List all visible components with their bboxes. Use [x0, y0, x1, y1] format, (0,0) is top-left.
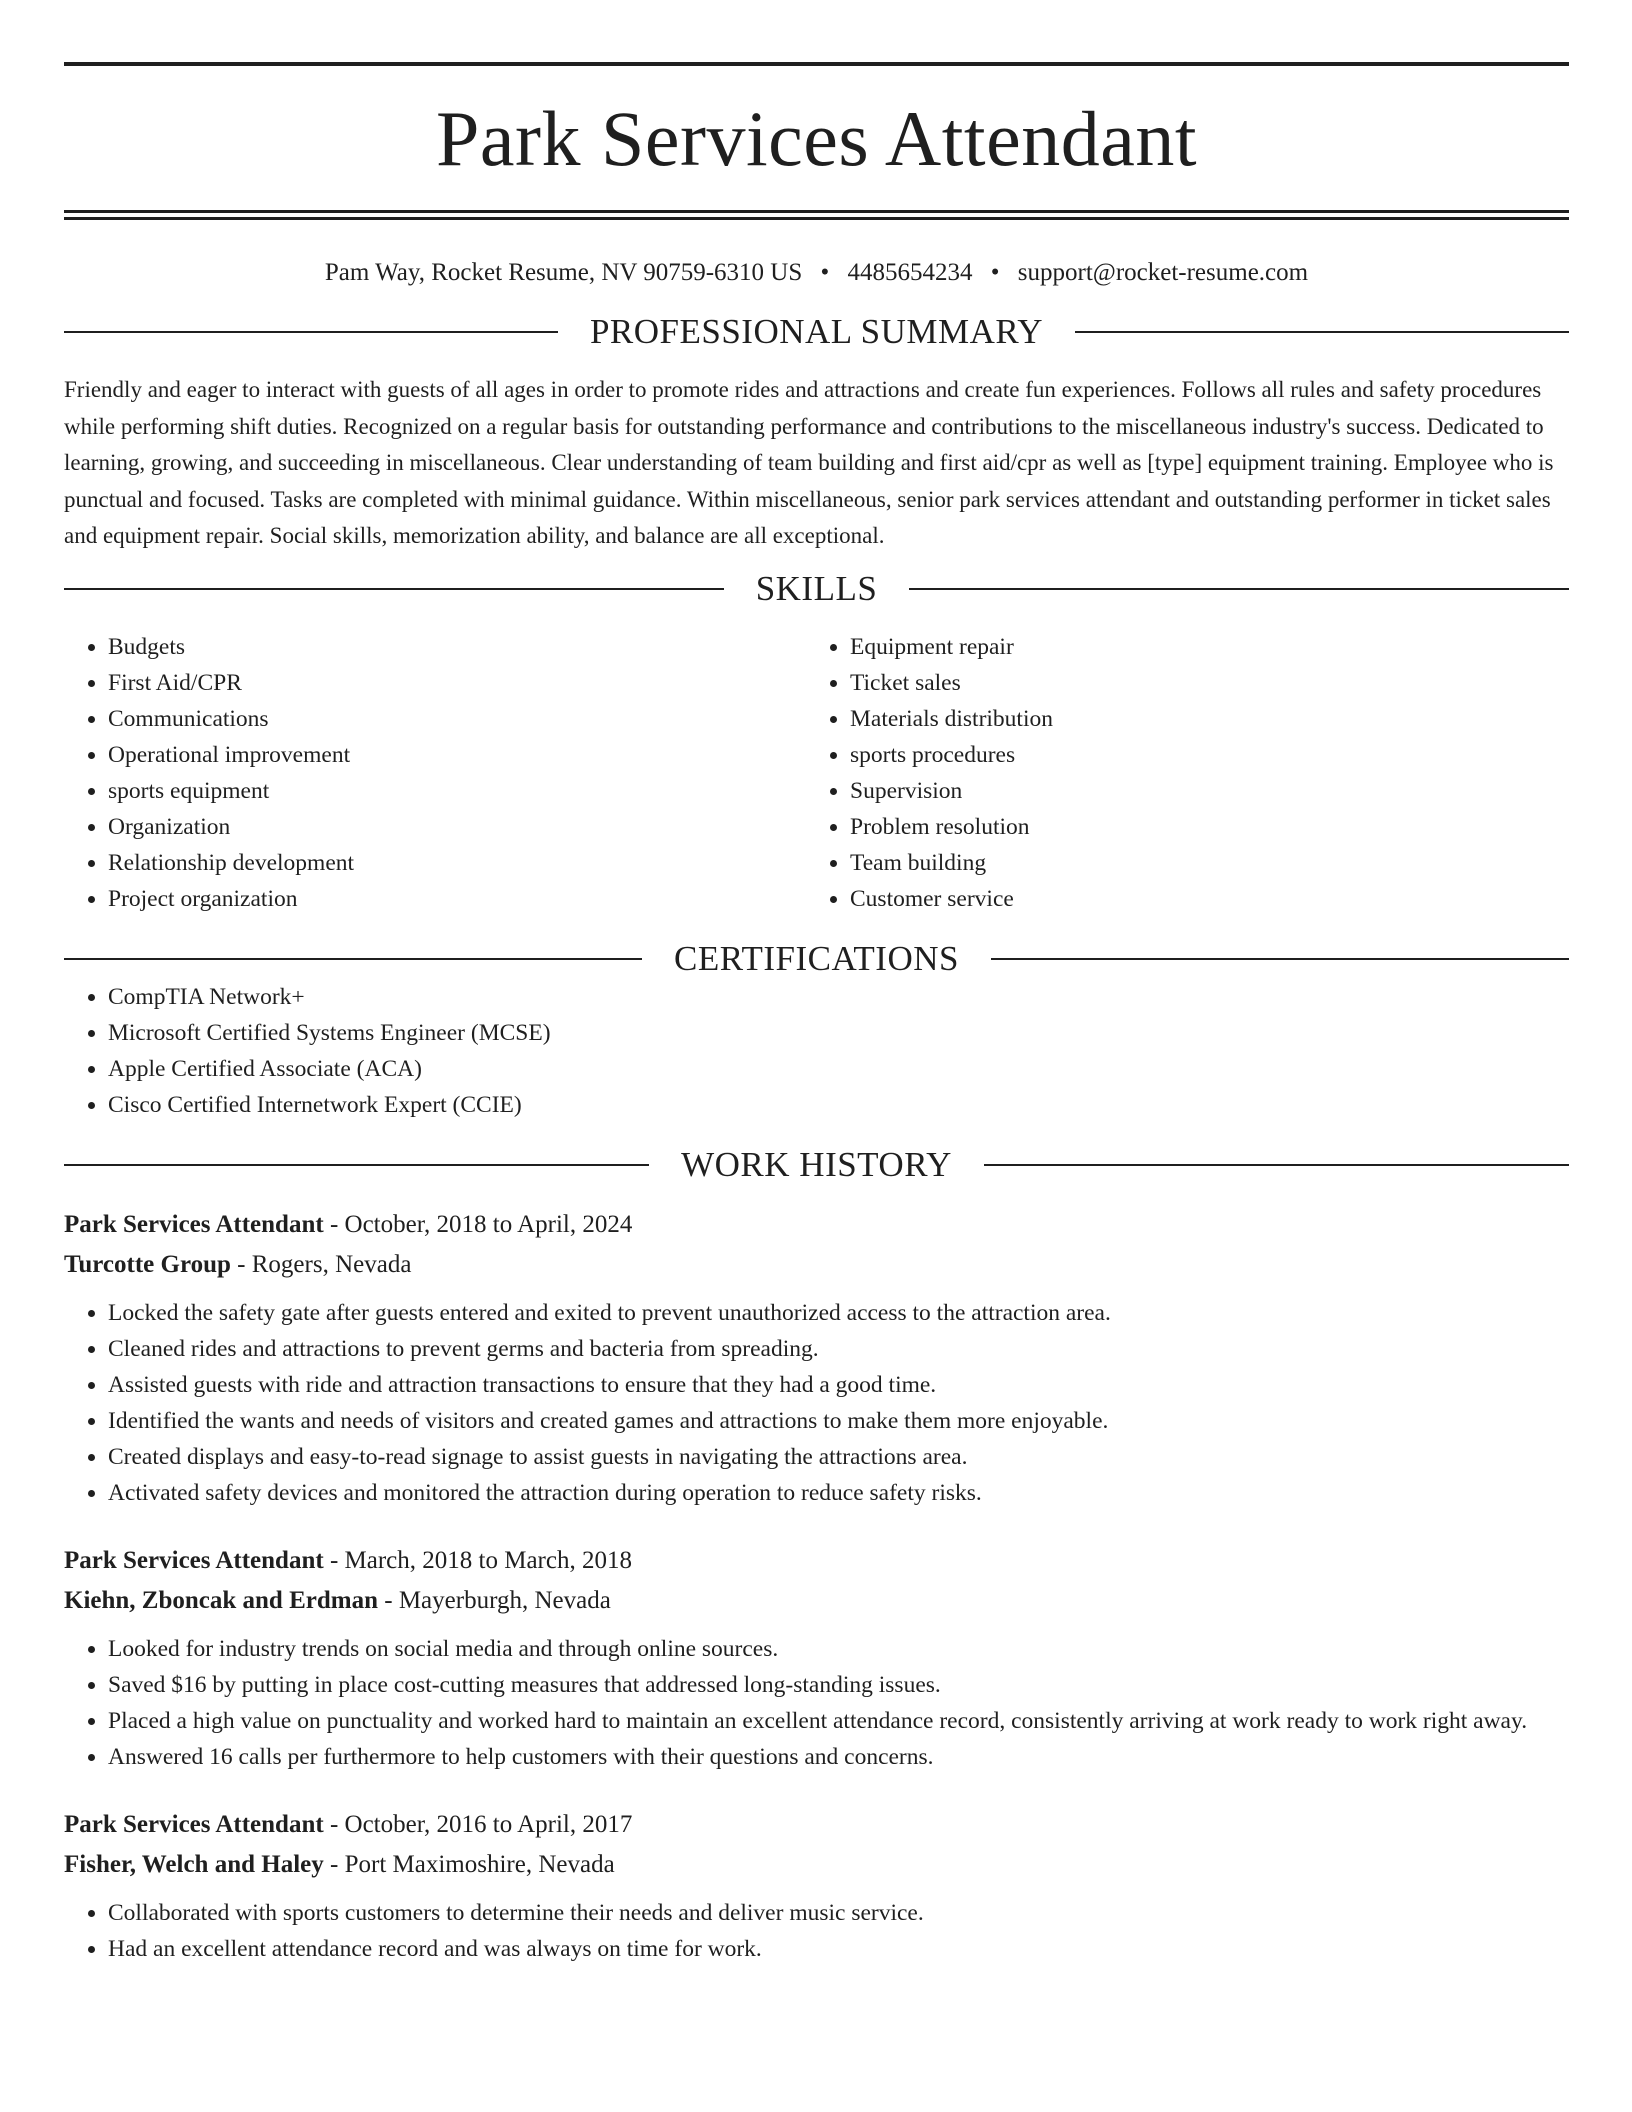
skill-item: • Project organization: [108, 881, 806, 917]
job-company: Fisher, Welch and Haley: [64, 1850, 324, 1878]
work-history: [64, 1205, 1569, 1967]
phone: 4485654234: [847, 259, 973, 286]
skill-item: • Problem resolution: [850, 809, 1548, 845]
certification-item: • Microsoft Certified Systems Engineer (MCSE): [108, 1015, 1569, 1051]
resume-name: Park Services Attendant: [436, 95, 1197, 182]
divider: [909, 588, 1569, 590]
skill-item: • sports equipment: [108, 773, 806, 809]
skill-item: • Organization: [108, 809, 806, 845]
job-company-line: [64, 1245, 1569, 1285]
summary-text: Friendly and eager to interact with guests of all ages in order to promote rides and attractions and create fun experiences. Follows all rules and safety procedures while performing shift duties. Recognized on a regular basis for outstanding performance and contributions to the miscellaneous industry's success. Dedicated to learning, growing, and succeeding in miscellaneous. Clear understanding of team building and first aid/cpr as well as [type] equipment training. Employee who is punctual and focused. Tasks are completed with minimal guidance. Within miscellaneous, senior park services attendant and outstanding performer in ticket sales and equipment repair. Social skills, memorization ability, and balance are all exceptional.: [64, 377, 1554, 548]
divider: [1075, 331, 1569, 333]
job-title-line: [64, 1541, 1569, 1581]
job-dates: - October, 2016 to April, 2017: [323, 1810, 633, 1838]
job-title-line: [64, 1805, 1569, 1845]
section-header-summary: [64, 312, 1569, 352]
job-company-line: [64, 1581, 1569, 1621]
double-rule: [64, 210, 1569, 220]
job-company: Turcotte Group: [64, 1250, 231, 1278]
job-bullet: • Collaborated with sports customers to determine their needs and deliver music service.: [108, 1895, 1569, 1931]
skills-column-right: [806, 629, 1548, 917]
skill-item: • Relationship development: [108, 845, 806, 881]
skills-list-left: [64, 629, 806, 917]
address: Pam Way, Rocket Resume, NV 90759-6310 US: [324, 259, 803, 286]
skill-item: • sports procedures: [850, 737, 1548, 773]
skill-item: • Team building: [850, 845, 1548, 881]
resume-page: [64, 62, 1569, 1967]
certification-item: • Apple Certified Associate (ACA): [108, 1051, 1569, 1087]
section-title: SKILLS: [755, 568, 878, 608]
job-location: - Rogers, Nevada: [230, 1250, 412, 1278]
divider: [984, 1164, 1569, 1166]
skill-item: • Operational improvement: [108, 737, 806, 773]
section-header-certifications: [64, 939, 1569, 979]
job-bullet: • Identified the wants and needs of visitors and created games and attractions to make them more enjoyable.: [108, 1403, 1569, 1439]
job-dates: - March, 2018 to March, 2018: [323, 1546, 632, 1574]
job-title: Park Services Attendant: [64, 1210, 324, 1238]
job-title-line: [64, 1205, 1569, 1245]
contact-separator: •: [820, 259, 830, 286]
skills-grid: [64, 629, 1569, 917]
job-bullet: • Assisted guests with ride and attraction transactions to ensure that they had a good time.: [108, 1367, 1569, 1403]
job-bullets: [64, 1895, 1569, 1967]
job-dates: - October, 2018 to April, 2024: [323, 1210, 633, 1238]
skills-list-right: [806, 629, 1548, 917]
skill-item: • Customer service: [850, 881, 1548, 917]
job-entry: [64, 1541, 1569, 1775]
skill-item: • Materials distribution: [850, 701, 1548, 737]
skill-item: • Budgets: [108, 629, 806, 665]
job-location: - Port Maximoshire, Nevada: [323, 1850, 615, 1878]
divider: [64, 1164, 649, 1166]
divider: [991, 958, 1569, 960]
section-header-skills: [64, 569, 1569, 609]
skills-column-left: [64, 629, 806, 917]
top-rule: [64, 62, 1569, 66]
skill-item: • Equipment repair: [850, 629, 1548, 665]
job-bullet: • Saved $16 by putting in place cost-cutting measures that addressed long-standing issues.: [108, 1667, 1569, 1703]
job-entry: [64, 1805, 1569, 1967]
divider: [64, 588, 724, 590]
skill-item: • Communications: [108, 701, 806, 737]
contact-separator: •: [990, 259, 1000, 286]
certifications-list: [64, 979, 1569, 1123]
job-company: Kiehn, Zboncak and Erdman: [64, 1586, 378, 1614]
job-bullet: • Created displays and easy-to-read signage to assist guests in navigating the attractions area.: [108, 1439, 1569, 1475]
contact-line: [64, 258, 1569, 288]
section-title: PROFESSIONAL SUMMARY: [589, 312, 1044, 351]
job-bullets: [64, 1295, 1569, 1511]
job-bullet: • Activated safety devices and monitored the attraction during operation to reduce safety risks.: [108, 1475, 1569, 1511]
job-entry: [64, 1205, 1569, 1511]
job-bullet: • Answered 16 calls per furthermore to help customers with their questions and concerns.: [108, 1739, 1569, 1775]
section-title: CERTIFICATIONS: [674, 938, 959, 978]
job-title: Park Services Attendant: [64, 1546, 324, 1574]
job-bullet: • Locked the safety gate after guests entered and exited to prevent unauthorized access to the attraction area.: [108, 1295, 1569, 1331]
skill-item: • Supervision: [850, 773, 1548, 809]
skill-item: • Ticket sales: [850, 665, 1548, 701]
job-bullet: • Cleaned rides and attractions to prevent germs and bacteria from spreading.: [108, 1331, 1569, 1367]
job-location: - Mayerburgh, Nevada: [378, 1586, 611, 1614]
section-header-work: [64, 1145, 1569, 1185]
job-bullet: • Placed a high value on punctuality and worked hard to maintain an excellent attendance record, consistently arriving at work ready to work right away.: [108, 1703, 1569, 1739]
job-bullets: [64, 1631, 1569, 1775]
certification-item: • Cisco Certified Internetwork Expert (CCIE): [108, 1087, 1569, 1123]
job-bullet: • Looked for industry trends on social media and through online sources.: [108, 1631, 1569, 1667]
job-title: Park Services Attendant: [64, 1810, 324, 1838]
email: support@rocket-resume.com: [1017, 259, 1309, 286]
job-company-line: [64, 1845, 1569, 1885]
certification-item: • CompTIA Network+: [108, 979, 1569, 1015]
divider: [64, 331, 558, 333]
job-bullet: • Had an excellent attendance record and was always on time for work.: [108, 1931, 1569, 1967]
divider: [64, 958, 642, 960]
skill-item: • First Aid/CPR: [108, 665, 806, 701]
section-title: WORK HISTORY: [681, 1144, 952, 1184]
